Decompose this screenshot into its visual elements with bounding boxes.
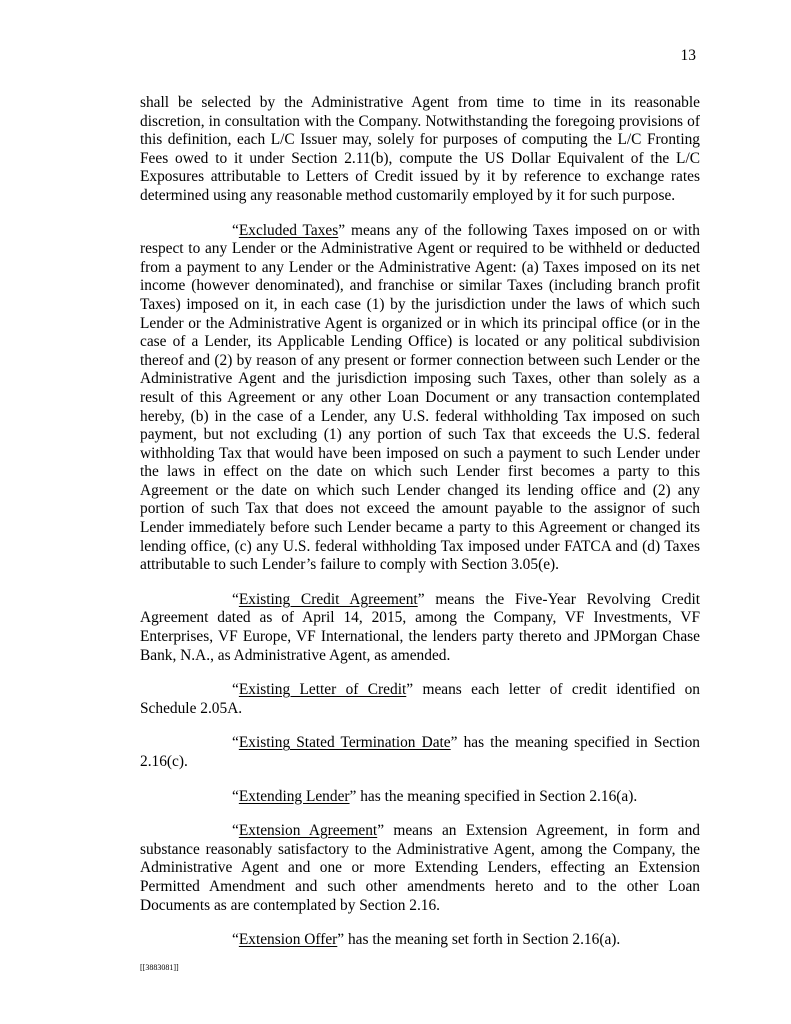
definition-extending-lender <box>140 788 700 807</box>
definition-text: has the meaning specified in Section 2.16(c). <box>140 734 701 770</box>
defined-term: Existing Letter of Credit <box>238 681 407 699</box>
close-quote: ” <box>450 734 458 752</box>
definition-text: means any of the following Taxes imposed on or with respect to any Lender or the Administrative Agent or required to be withheld or deducted from a payment to any Lender or the Administrative Agent: (a) Taxes imposed on its net income (however denominated), and franchise or similar Taxes (including branch profit Taxes) imposed on it, in each case (1) by the jurisdiction under the laws of which such Lender or the Administrative Agent is organized or in which its principal office (or in the case of a Lender, its Applicable Lending Office) is located or any political subdivision thereof and (2) by reason of any present or former connection between such Lender or the Administrative Agent and the jurisdiction imposing such Taxes, other than solely as a result of this Agreement or any other Loan Document or any transaction contemplated hereby, (b) in the case of a Lender, any U.S. federal withholding Tax imposed on such payment, but not excluding (1) any portion of such Tax that exceeds the U.S. federal withholding Tax that would have been imposed on such a payment to such Lender under the laws in effect on the date on which such Lender first becomes a party to this Agreement or the date on which such Lender changed its lending office and (2) any portion of such Tax that does not exceed the amount payable to the assignor of such Lender immediately before such Lender became a party to this Agreement or changed its lending office, (c) any U.S. federal withholding Tax imposed under FATCA and (d) Taxes attributable to such Lender’s failure to comply with Section 3.05(e). <box>140 221 700 574</box>
open-quote: “ <box>232 221 239 239</box>
definition-extension-agreement <box>140 822 700 915</box>
close-quote: ” <box>417 590 425 608</box>
definition-extension-offer <box>140 931 700 950</box>
definition-text: means the Five-Year Revolving Credit Agreement dated as of April 14, 2015, among the Company, VF Investments, VF Enterprises, VF Europe, VF International, the lenders party thereto and JPMorgan Chase Bank, N.A., as Administrative Agent, as amended. <box>140 590 700 664</box>
open-quote: “ <box>232 590 239 608</box>
open-quote: “ <box>232 681 239 699</box>
paragraph-text: shall be selected by the Administrative Agent from time to time in its reasonable discretion, in consultation with the Company. Notwithstanding the foregoing provisions of this definition, each L/C Issuer may, solely for purposes of computing the L/C Fronting Fees owed to it under Section 2.11(b), compute the US Dollar Equivalent of the L/C Exposures attributable to Letters of Credit issued by it by reference to exchange rates determined using any reasonable method customarily employed by it for such purpose. <box>140 94 700 204</box>
close-quote: ” <box>377 822 385 840</box>
open-quote: “ <box>232 931 239 949</box>
definition-existing-stated-termination-date <box>140 734 700 771</box>
close-quote: ” <box>406 681 414 699</box>
definition-excluded-taxes <box>140 222 700 575</box>
defined-term: Extension Agreement <box>238 822 378 840</box>
definition-text: means an Extension Agreement, in form and substance reasonably satisfactory to the Administrative Agent, among the Company, the Administrative Agent and one or more Extending Lenders, effecting an Extension Permitted Amendment and such other amendments hereto and to the other Loan Documents as are contemplated by Section 2.16. <box>140 822 700 914</box>
defined-term: Existing Stated Termination Date <box>238 734 451 752</box>
definition-existing-credit-agreement <box>140 591 700 665</box>
paragraph-continuation <box>140 94 700 206</box>
definition-text: means each letter of credit identified on Schedule 2.05A. <box>140 681 700 717</box>
open-quote: “ <box>232 734 239 752</box>
close-quote: ” <box>337 931 345 949</box>
defined-term: Extension Offer <box>238 931 338 949</box>
definition-text: has the meaning set forth in Section 2.16(a). <box>344 931 621 949</box>
defined-term: Extending Lender <box>238 787 350 805</box>
open-quote: “ <box>232 787 239 805</box>
defined-term: Excluded Taxes <box>238 221 339 239</box>
document-id-footer: [[3883081]] <box>140 963 179 972</box>
definition-existing-letter-of-credit <box>140 681 700 718</box>
definition-text: has the meaning specified in Section 2.16(a). <box>356 787 638 805</box>
defined-term: Existing Credit Agreement <box>238 590 418 608</box>
document-body <box>140 94 700 966</box>
close-quote: ” <box>338 221 346 239</box>
page-number: 13 <box>680 47 696 64</box>
open-quote: “ <box>232 822 239 840</box>
close-quote: ” <box>349 787 357 805</box>
